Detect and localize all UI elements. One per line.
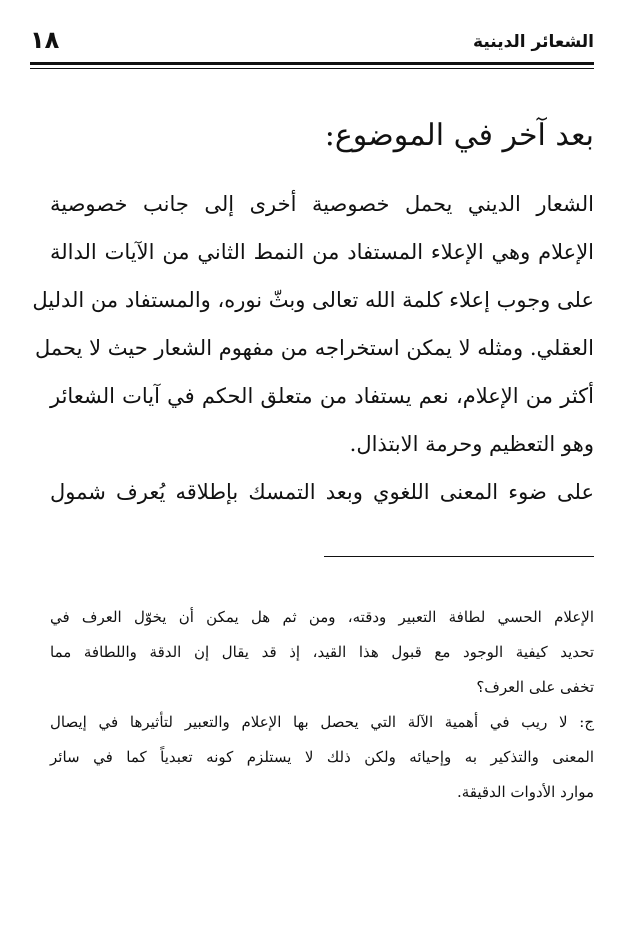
- main-text: [32, 180, 594, 516]
- text-line: على ضوء المعنى اللغوي وبعد التمسك بإطلاقه يُعرف شمول: [50, 480, 594, 504]
- footnotes: [50, 600, 594, 810]
- footnote-line: تخفى على العرف؟: [476, 678, 594, 696]
- section-heading: بعد آخر في الموضوع:: [324, 118, 594, 153]
- footnote-line: تحديد كيفية الوجود مع قبول هذا القيد، إذ قد يقال إن الدقة واللطافة مما: [50, 643, 594, 661]
- page-number: ١٨: [30, 26, 60, 54]
- footnote-line: الإعلام الحسي لطافة التعبير ودقته، ومن ثم هل يمكن أن يخوّل العرف في: [50, 608, 594, 626]
- header-rule-thick: [30, 62, 594, 65]
- running-title: الشعائر الدينية: [473, 32, 594, 52]
- page-header: [30, 26, 594, 62]
- text-line: الشعار الديني يحمل خصوصية أخرى إلى جانب خصوصية: [50, 192, 594, 216]
- text-line: على وجوب إعلاء كلمة الله تعالى وبثّ نوره، والمستفاد من الدليل: [32, 288, 594, 312]
- text-line: الإعلام وهي الإعلاء المستفاد من النمط الثاني من الآيات الدالة: [50, 240, 594, 264]
- footnote-line: موارد الأدوات الدقيقة.: [456, 783, 594, 801]
- text-line: العقلي. ومثله لا يمكن استخراجه من مفهوم الشعار حيث لا يحمل: [35, 336, 594, 360]
- header-rule-thin: [30, 68, 594, 69]
- text-line: وهو التعظيم وحرمة الابتذال.: [349, 432, 594, 456]
- footnote-line: المعنى والتذكير به وإحيائه ولكن ذلك لا يستلزم كونه تعبدياً كما في سائر: [50, 748, 594, 766]
- footnote-line: ج: لا ريب في أهمية الآلة التي يحصل بها الإعلام والتعبير لتأثيرها في إيصال: [50, 713, 594, 731]
- text-line: أكثر من الإعلام، نعم يستفاد من متعلق الحكم في آيات الشعائر: [50, 384, 594, 408]
- footnote-divider: [324, 556, 594, 557]
